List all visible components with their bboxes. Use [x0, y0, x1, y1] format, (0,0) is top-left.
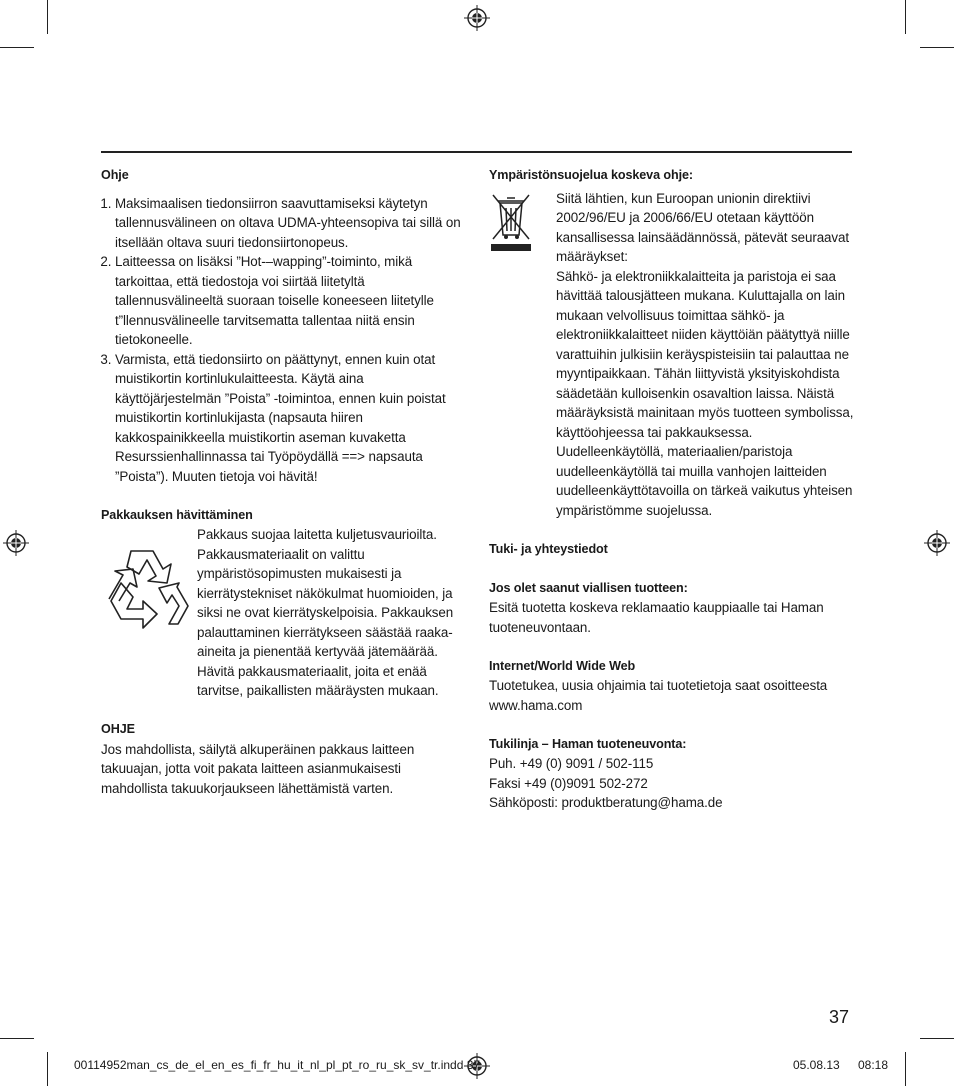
- footer-time: 08:18: [858, 1058, 889, 1072]
- list-item: 1. Maksimaalisen tiedonsiirron saavuttamiseksi käytetyn tallennusvälineen on oltava UDMA-yhteensopiva tai sillä on itsellään oltava suuri tiedonsiirtonopeus.: [115, 194, 466, 253]
- support-heading: Tuki- ja yhteystiedot: [489, 541, 608, 556]
- web-text: Tuotetukea, uusia ohjaimia tai tuotetietoja saat osoitteesta www.hama.com: [489, 678, 828, 713]
- footer-date: 05.08.13: [793, 1058, 840, 1072]
- ohje-list: [101, 194, 466, 487]
- footer-filename: 00114952man_cs_de_el_en_es_fi_fr_hu_it_nl_pl_pt_ro_ru_sk_sv_tr.indd 37: [74, 1058, 481, 1072]
- faulty-product-text: Esitä tuotetta koskeva reklamaatio kauppiaalle tai Haman tuoteneuvontaan.: [489, 600, 824, 635]
- ohje2-heading: OHJE: [101, 722, 135, 736]
- recycle-icon: [101, 543, 197, 629]
- ohje2-text: Jos mahdollista, säilytä alkuperäinen pakkaus laitteen takuuajan, jotta voit pakata laitteen asianmukaisesti mahdollista takuukorjaukseen lähettämistä varten.: [101, 741, 415, 796]
- hotline-fax: Faksi +49 (0)9091 502-272: [489, 775, 648, 791]
- environment-heading: Ympäristönsuojelua koskeva ohje:: [489, 168, 693, 182]
- registration-mark-icon: [3, 530, 29, 556]
- crop-mark: [47, 1052, 48, 1086]
- right-column: [489, 166, 859, 813]
- list-item: 2. Laitteessa on lisäksi ”Hot-–wapping”-toiminto, mikä tarkoittaa, että tiedostoja voi siirtää liitetyltä tallennusvälineeltä suoraan toiselle koneeseen liitetylle t”llennusvälineelle tarvitsematta tallentaa niitä ensin tietokoneelle.: [115, 252, 466, 350]
- left-column: [101, 166, 466, 798]
- environment-block: [489, 189, 859, 521]
- header-rule: [101, 151, 852, 153]
- web-heading: Internet/World Wide Web: [489, 658, 636, 673]
- crop-mark: [905, 0, 906, 34]
- crop-mark: [920, 1038, 954, 1039]
- faulty-product-heading: Jos olet saanut viallisen tuotteen:: [489, 580, 688, 595]
- packaging-text: Pakkaus suojaa laitetta kuljetusvaurioilta. Pakkausmateriaalit on valittu ympäristösopimusten mukaisesti ja kierrätystekniset näkökulmat huomioiden, ja siksi ne ovat kierrätyskelpoisia. Pakkauksen palauttaminen kierrätykseen säästää raaka-aineita ja pienentää kertyvää jätemäärää. Hävitä pakkausmateriaalit, joita et enää tarvitse, paikallisten määräysten mukaan.: [197, 527, 454, 698]
- packaging-block: [101, 525, 466, 701]
- environment-text-2: Sähkö- ja elektroniikkalaitteita ja paristoja ei saa hävittää talousjätteen mukana. Kuluttajalla on lain mukaan velvollisuus toimittaa sähkö- ja elektroniikkalaitteet niiden käyttöiän päätyttyä niille varattuihin julkisiin keräyspisteisiin tai palauttaa ne myyntipaikkaan. Tähän liittyvistä yksityiskohdista säädetään kulloisenkin osavaltion laissa. Näistä määräyksistä mainitaan myös tuotteen symbolissa, käyttöohjeessa tai pakkauksessa. Uudelleenkäytöllä, materiaalien/paristoja uudelleenkäytöllä tai muilla vanhojen laitteiden uudelleenkäyttötavoilla on tärkeä vaikutus yhteisen ympäristömme suojelussa.: [556, 268, 854, 518]
- registration-mark-icon: [924, 530, 950, 556]
- environment-text-1: Siitä lähtien, kun Euroopan unionin direktiivi 2002/96/EU ja 2006/66/EU otetaan käyttöön kansallisessa lainsäädännössä, pätevät seuraavat määräykset:: [556, 190, 849, 264]
- hotline-heading: Tukilinja – Haman tuoteneuvonta:: [489, 736, 687, 751]
- registration-mark-icon: [464, 5, 490, 31]
- crop-mark: [47, 0, 48, 34]
- weee-crossed-bin-icon: [489, 191, 533, 253]
- page-number: 37: [829, 1007, 850, 1027]
- crop-mark: [905, 1052, 906, 1086]
- crop-mark: [920, 47, 954, 48]
- packaging-heading: Pakkauksen hävittäminen: [101, 507, 253, 522]
- crop-mark: [0, 47, 34, 48]
- hotline-email: Sähköposti: produktberatung@hama.de: [489, 795, 723, 810]
- ohje-heading: Ohje: [101, 168, 129, 182]
- hotline-phone: Puh. +49 (0) 9091 / 502-115: [489, 756, 654, 771]
- crop-mark: [0, 1038, 34, 1039]
- list-item: 3. Varmista, että tiedonsiirto on päättynyt, ennen kuin otat muistikortin kortinlukulaitteesta. Käytä aina käyttöjärjestelmän ”Poista” -toimintoa, ennen kuin poistat muistikortin kortinlukijasta (napsauta hiiren kakkospainikkeella muistikortin aseman kuvaketta Resurssienhallinnassa tai Työpöydällä ==> napsauta ”Poista”). Muuten tietoja voi hävitä!: [115, 350, 466, 487]
